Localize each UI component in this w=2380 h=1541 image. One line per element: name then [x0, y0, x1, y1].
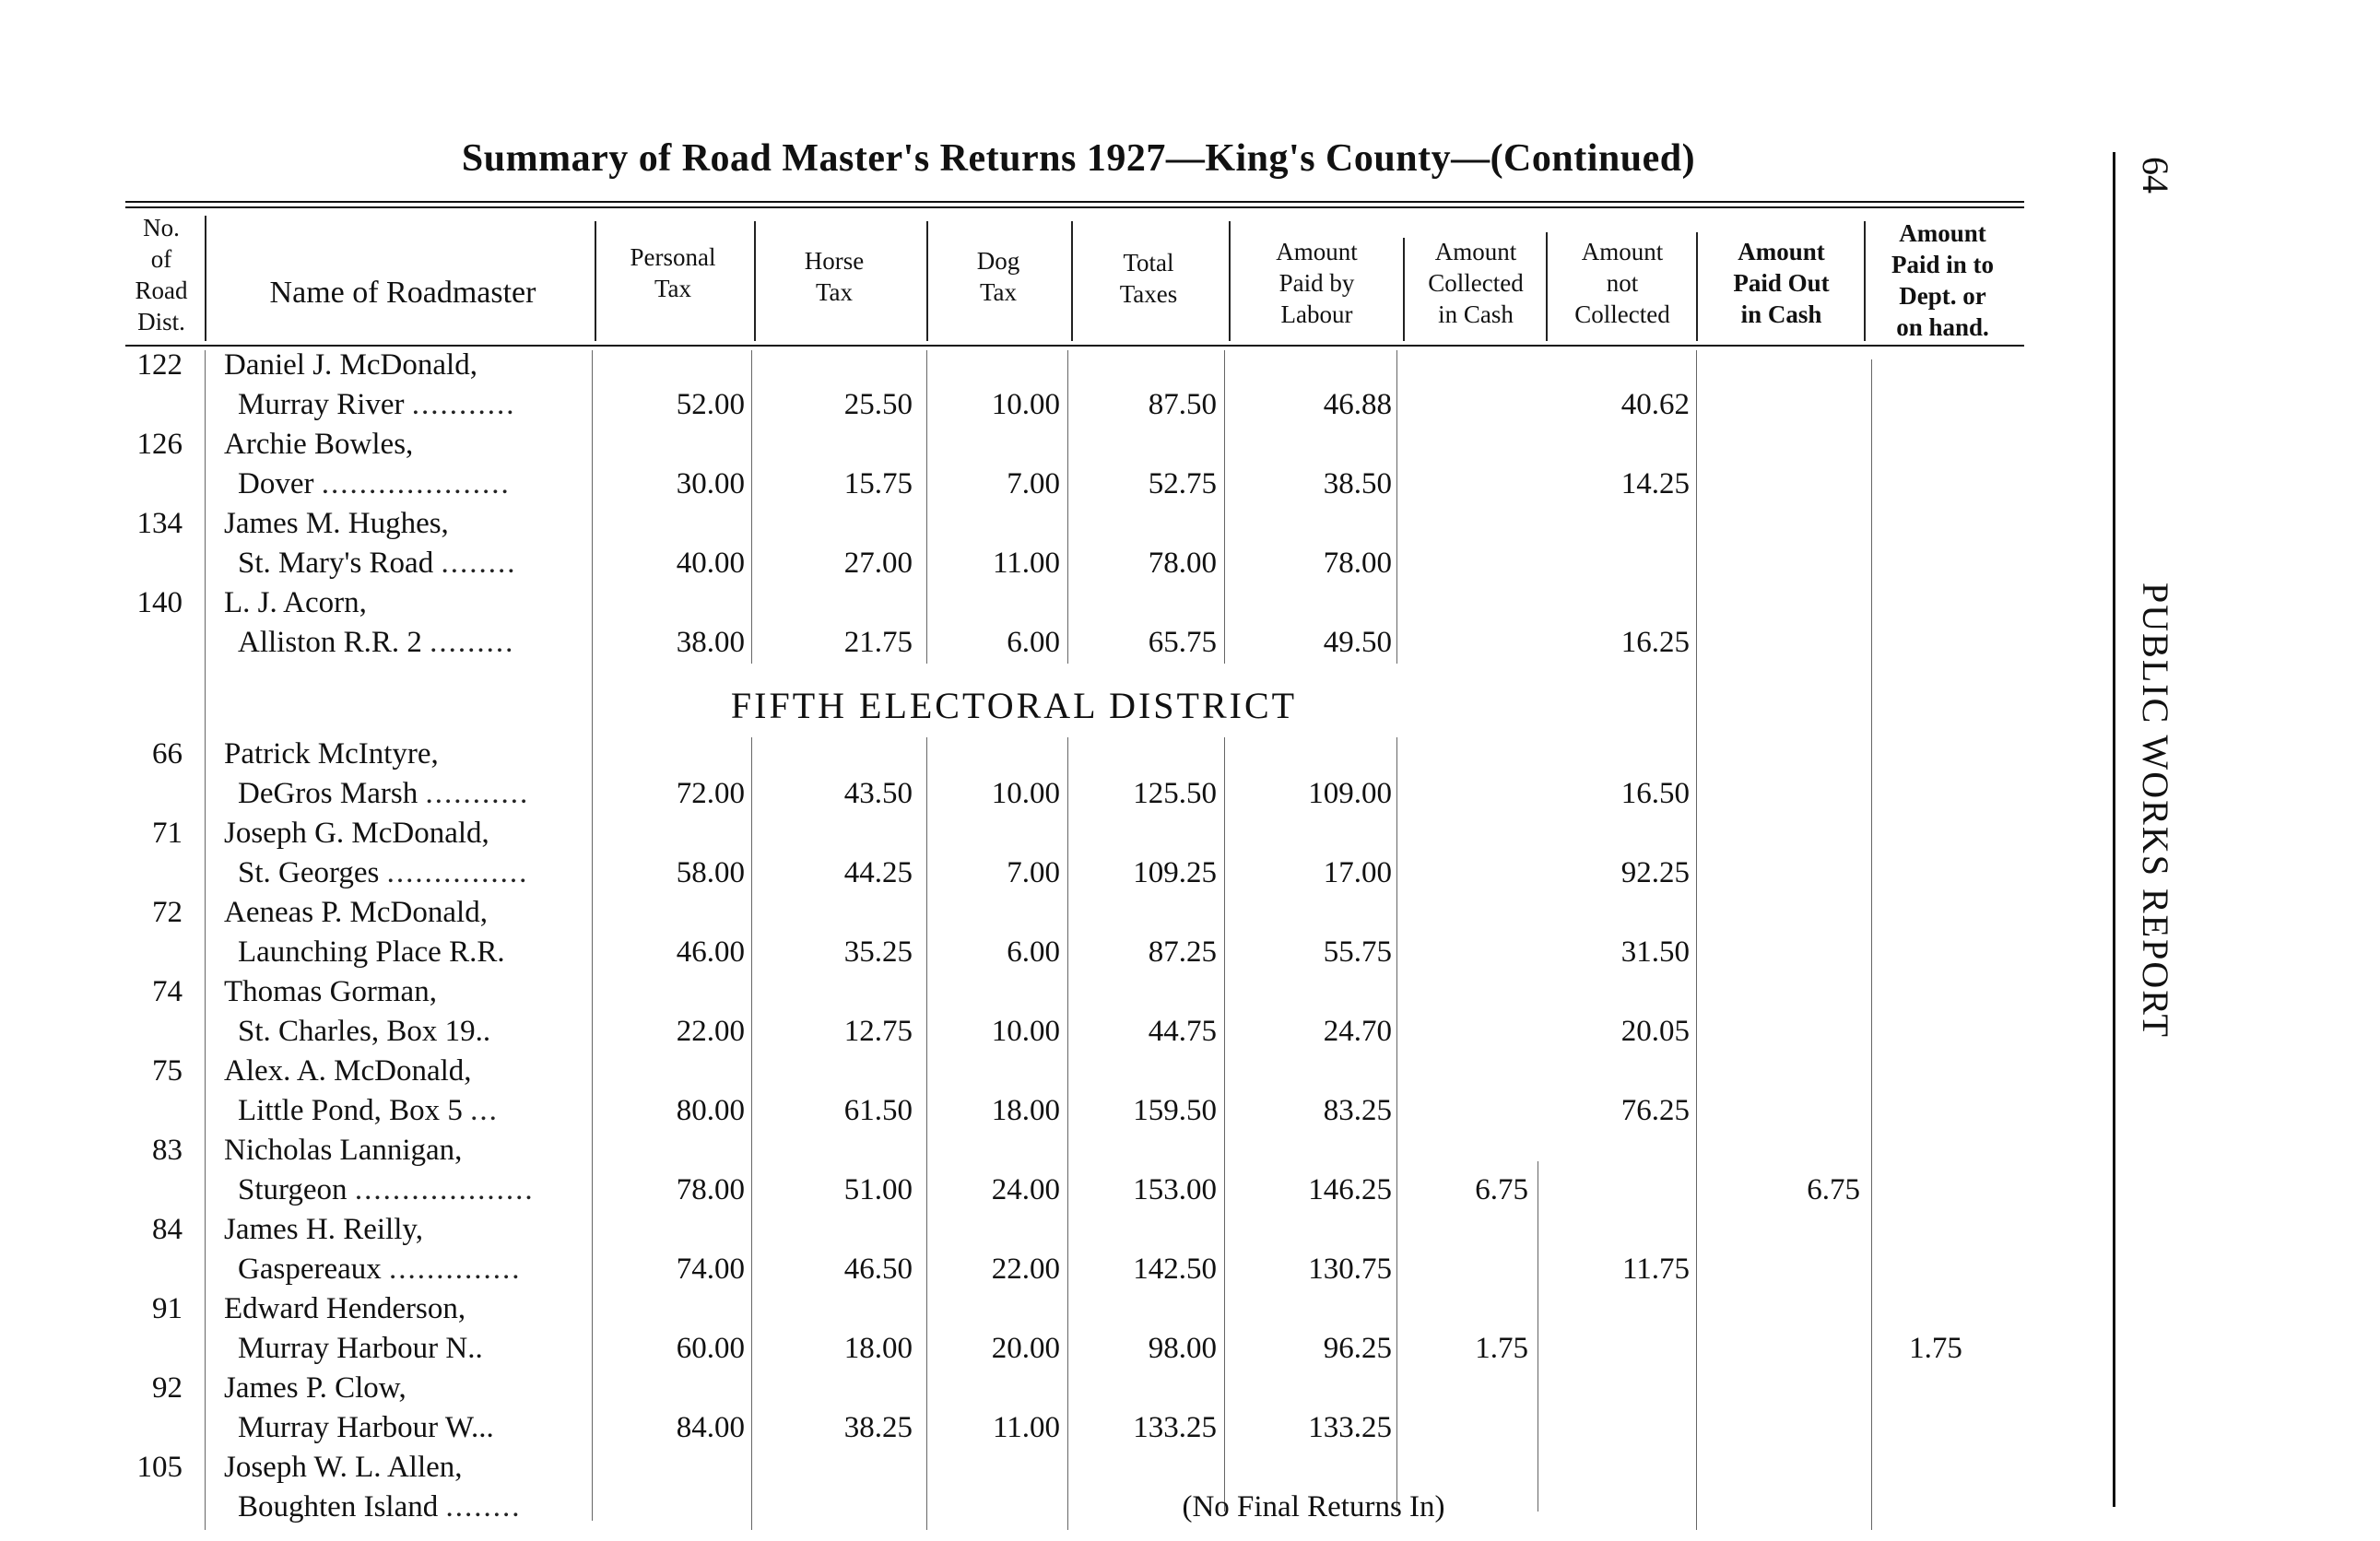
- header-divider: [595, 221, 596, 341]
- table-row: [0, 737, 2028, 817]
- horse-tax-value: 61.50: [843, 1094, 913, 1127]
- address-text: Launching Place R.R.: [238, 935, 505, 969]
- not-collected-value: 14.25: [1620, 467, 1690, 500]
- roadmaster-address: [238, 1094, 499, 1128]
- total-taxes-value: 159.50: [1133, 1094, 1217, 1127]
- horse-tax-value: 44.25: [843, 856, 913, 889]
- header-road-dist: No. of Road Dist.: [135, 214, 188, 335]
- table-row: [0, 896, 2028, 975]
- address-text: Alliston R.R. 2: [238, 626, 422, 659]
- header-paid-out-cash: Amount Paid Out in Cash: [1733, 238, 1830, 328]
- roadmaster-address: [238, 1015, 490, 1049]
- header-name: Name of Roadmaster: [269, 276, 536, 310]
- dot-leader: .........: [430, 626, 515, 659]
- dot-leader: ..............: [389, 1253, 522, 1286]
- roadmaster-name: Aeneas P. McDonald,: [224, 896, 488, 929]
- roadmaster-address: [238, 1411, 494, 1445]
- roadmaster-name: Daniel J. McDonald,: [224, 348, 477, 382]
- labour-value: 17.00: [1323, 856, 1392, 889]
- personal-tax-value: 72.00: [676, 777, 745, 810]
- table-row: [0, 428, 2028, 507]
- address-text: Murray Harbour N..: [238, 1332, 483, 1365]
- total-taxes-value: 52.75: [1148, 467, 1217, 500]
- table-row: [0, 1213, 2028, 1292]
- road-district-number: 72: [152, 896, 183, 929]
- dog-tax-value: 6.00: [1007, 935, 1060, 969]
- header-rule-bottom: [125, 345, 2024, 347]
- dot-leader: ...........: [411, 388, 516, 421]
- dog-tax-value: 22.00: [991, 1253, 1060, 1286]
- roadmaster-address: [238, 1490, 521, 1524]
- dog-tax-value: 11.00: [992, 1411, 1060, 1444]
- margin-rule: [2113, 152, 2115, 1507]
- total-taxes-value: 133.25: [1133, 1411, 1217, 1444]
- roadmaster-address: [238, 935, 505, 970]
- row-note: (No Final Returns In): [1182, 1490, 1445, 1523]
- horse-tax-value: 46.50: [843, 1253, 913, 1286]
- labour-value: 78.00: [1323, 547, 1392, 580]
- total-taxes-value: 65.75: [1148, 626, 1217, 659]
- running-title: PUBLIC WORKS REPORT: [2135, 582, 2176, 1039]
- table-row: [0, 348, 2028, 428]
- road-district-number: 71: [152, 817, 183, 850]
- personal-tax-value: 80.00: [676, 1094, 745, 1127]
- address-text: DeGros Marsh: [238, 777, 418, 810]
- roadmaster-name: Patrick McIntyre,: [224, 737, 439, 770]
- roadmaster-address: [238, 388, 516, 422]
- header-labour: Amount Paid by Labour: [1276, 238, 1358, 328]
- collected-cash-value: 6.75: [1475, 1173, 1528, 1206]
- dog-tax-value: 10.00: [991, 388, 1060, 421]
- dot-leader: ...........: [425, 777, 530, 810]
- not-collected-value: 76.25: [1620, 1094, 1690, 1127]
- roadmaster-address: [238, 547, 516, 581]
- roadmaster-address: [238, 1332, 483, 1366]
- header-divider: [1071, 221, 1073, 341]
- total-taxes-value: 153.00: [1133, 1173, 1217, 1206]
- roadmaster-name: Alex. A. McDonald,: [224, 1054, 472, 1088]
- address-text: Sturgeon: [238, 1173, 348, 1206]
- table-row: [0, 1054, 2028, 1134]
- roadmaster-address: [238, 856, 528, 890]
- dot-leader: ........: [441, 547, 517, 580]
- labour-value: 49.50: [1323, 626, 1392, 659]
- roadmaster-address: [238, 1253, 522, 1287]
- table-row: [0, 975, 2028, 1054]
- header-divider: [1864, 221, 1866, 341]
- total-taxes-value: 109.25: [1133, 856, 1217, 889]
- personal-tax-value: 60.00: [676, 1332, 745, 1365]
- total-taxes-value: 87.50: [1148, 388, 1217, 421]
- header-rule-top: [125, 201, 2024, 203]
- road-district-number: 83: [152, 1134, 183, 1167]
- dog-tax-value: 7.00: [1007, 467, 1060, 500]
- header-personal-tax: Personal Tax: [630, 243, 716, 302]
- labour-value: 83.25: [1323, 1094, 1392, 1127]
- page-number: 64: [2135, 157, 2176, 194]
- horse-tax-value: 51.00: [843, 1173, 913, 1206]
- labour-value: 55.75: [1323, 935, 1392, 969]
- horse-tax-value: 18.00: [843, 1332, 913, 1365]
- collected-cash-value: 1.75: [1475, 1332, 1528, 1365]
- road-district-number: 75: [152, 1054, 183, 1088]
- roadmaster-name: James P. Clow,: [224, 1371, 406, 1405]
- total-taxes-value: 142.50: [1133, 1253, 1217, 1286]
- header-paid-dept: Amount Paid in to Dept. or on hand.: [1891, 219, 1995, 341]
- roadmaster-name: Nicholas Lannigan,: [224, 1134, 463, 1167]
- not-collected-value: 16.25: [1620, 626, 1690, 659]
- address-text: Little Pond, Box 5: [238, 1094, 463, 1127]
- dog-tax-value: 7.00: [1007, 856, 1060, 889]
- not-collected-value: 11.75: [1621, 1253, 1690, 1286]
- header-divider: [754, 221, 756, 341]
- personal-tax-value: 74.00: [676, 1253, 745, 1286]
- horse-tax-value: 12.75: [843, 1015, 913, 1048]
- total-taxes-value: 44.75: [1148, 1015, 1217, 1048]
- dog-tax-value: 20.00: [991, 1332, 1060, 1365]
- roadmaster-name: Joseph G. McDonald,: [224, 817, 489, 850]
- personal-tax-value: 38.00: [676, 626, 745, 659]
- horse-tax-value: 38.25: [843, 1411, 913, 1444]
- roadmaster-address: [238, 626, 514, 660]
- roadmaster-address: [238, 777, 529, 811]
- dog-tax-value: 18.00: [991, 1094, 1060, 1127]
- dog-tax-value: 11.00: [992, 547, 1060, 580]
- personal-tax-value: 40.00: [676, 547, 745, 580]
- total-taxes-value: 98.00: [1148, 1332, 1217, 1365]
- labour-value: 38.50: [1323, 467, 1392, 500]
- paid-out-cash-value: 6.75: [1807, 1173, 1860, 1206]
- personal-tax-value: 46.00: [676, 935, 745, 969]
- district-heading: FIFTH ELECTORAL DISTRICT: [730, 685, 1298, 726]
- personal-tax-value: 84.00: [676, 1411, 745, 1444]
- horse-tax-value: 27.00: [843, 547, 913, 580]
- not-collected-value: 20.05: [1620, 1015, 1690, 1048]
- address-text: Dover: [238, 467, 314, 500]
- header-collected-cash: Amount Collected in Cash: [1428, 238, 1524, 328]
- address-text: Boughten Island: [238, 1490, 439, 1523]
- road-district-number: 66: [152, 737, 183, 770]
- road-district-number: 105: [136, 1451, 183, 1484]
- table-row: [0, 817, 2028, 896]
- roadmaster-name: Edward Henderson,: [224, 1292, 466, 1325]
- total-taxes-value: 87.25: [1148, 935, 1217, 969]
- roadmaster-name: James M. Hughes,: [224, 507, 449, 540]
- header-horse-tax: Horse Tax: [804, 247, 865, 306]
- road-district-number: 134: [136, 507, 183, 540]
- not-collected-value: 92.25: [1620, 856, 1690, 889]
- roadmaster-name: Joseph W. L. Allen,: [224, 1451, 463, 1484]
- address-text: St. Charles, Box 19..: [238, 1015, 491, 1048]
- table-row: [0, 1134, 2028, 1213]
- dot-leader: ....................: [321, 467, 511, 500]
- dot-leader: ...............: [386, 856, 529, 889]
- roadmaster-name: Thomas Gorman,: [224, 975, 437, 1008]
- dog-tax-value: 10.00: [991, 1015, 1060, 1048]
- not-collected-value: 16.50: [1620, 777, 1690, 810]
- address-text: St. Mary's Road: [238, 547, 434, 580]
- horse-tax-value: 15.75: [843, 467, 913, 500]
- header-rule-top-2: [125, 206, 2024, 208]
- labour-value: 130.75: [1308, 1253, 1392, 1286]
- dot-leader: ...: [470, 1094, 499, 1127]
- address-text: Gaspereaux: [238, 1253, 382, 1286]
- total-taxes-value: 125.50: [1133, 777, 1217, 810]
- dot-leader: ........: [445, 1490, 522, 1523]
- header-total-taxes: Total Taxes: [1119, 249, 1178, 308]
- dog-tax-value: 6.00: [1007, 626, 1060, 659]
- labour-value: 96.25: [1323, 1332, 1392, 1365]
- labour-value: 46.88: [1323, 388, 1392, 421]
- roadmaster-name: James H. Reilly,: [224, 1213, 423, 1246]
- roadmaster-address: [238, 467, 511, 501]
- table-row: [0, 1451, 2028, 1530]
- road-district-number: 140: [136, 586, 183, 619]
- personal-tax-value: 52.00: [676, 388, 745, 421]
- header-divider: [1696, 232, 1698, 341]
- header-divider: [1546, 232, 1548, 341]
- dog-tax-value: 24.00: [991, 1173, 1060, 1206]
- road-district-number: 84: [152, 1213, 183, 1246]
- dog-tax-value: 10.00: [991, 777, 1060, 810]
- header-divider: [1229, 221, 1231, 341]
- header-divider: [205, 216, 206, 341]
- header-not-collected: Amount not Collected: [1574, 238, 1670, 328]
- table-row: [0, 586, 2028, 665]
- labour-value: 133.25: [1308, 1411, 1392, 1444]
- labour-value: 24.70: [1323, 1015, 1392, 1048]
- personal-tax-value: 58.00: [676, 856, 745, 889]
- dot-leader: ...................: [354, 1173, 535, 1206]
- horse-tax-value: 35.25: [843, 935, 913, 969]
- header-divider: [926, 221, 928, 341]
- personal-tax-value: 22.00: [676, 1015, 745, 1048]
- personal-tax-value: 30.00: [676, 467, 745, 500]
- table-row: [0, 1371, 2028, 1451]
- total-taxes-value: 78.00: [1148, 547, 1217, 580]
- paid-dept-value: 1.75: [1909, 1332, 1962, 1365]
- address-text: Murray Harbour W...: [238, 1411, 494, 1444]
- road-district-number: 122: [136, 348, 183, 382]
- road-district-number: 74: [152, 975, 183, 1008]
- header-dog-tax: Dog Tax: [976, 247, 1020, 306]
- labour-value: 109.00: [1308, 777, 1392, 810]
- header-divider: [1403, 238, 1405, 341]
- address-text: Murray River: [238, 388, 405, 421]
- horse-tax-value: 21.75: [843, 626, 913, 659]
- labour-value: 146.25: [1308, 1173, 1392, 1206]
- personal-tax-value: 78.00: [676, 1173, 745, 1206]
- roadmaster-name: Archie Bowles,: [224, 428, 414, 461]
- road-district-number: 92: [152, 1371, 183, 1405]
- page-title: Summary of Road Master's Returns 1927—King's County—(Continued): [461, 137, 1696, 180]
- road-district-number: 91: [152, 1292, 183, 1325]
- roadmaster-address: [238, 1173, 535, 1207]
- horse-tax-value: 25.50: [843, 388, 913, 421]
- table-row: [0, 507, 2028, 586]
- horse-tax-value: 43.50: [843, 777, 913, 810]
- table-row: [0, 1292, 2028, 1371]
- not-collected-value: 40.62: [1620, 388, 1690, 421]
- address-text: St. Georges: [238, 856, 380, 889]
- roadmaster-name: L. J. Acorn,: [224, 586, 367, 619]
- not-collected-value: 31.50: [1620, 935, 1690, 969]
- road-district-number: 126: [136, 428, 183, 461]
